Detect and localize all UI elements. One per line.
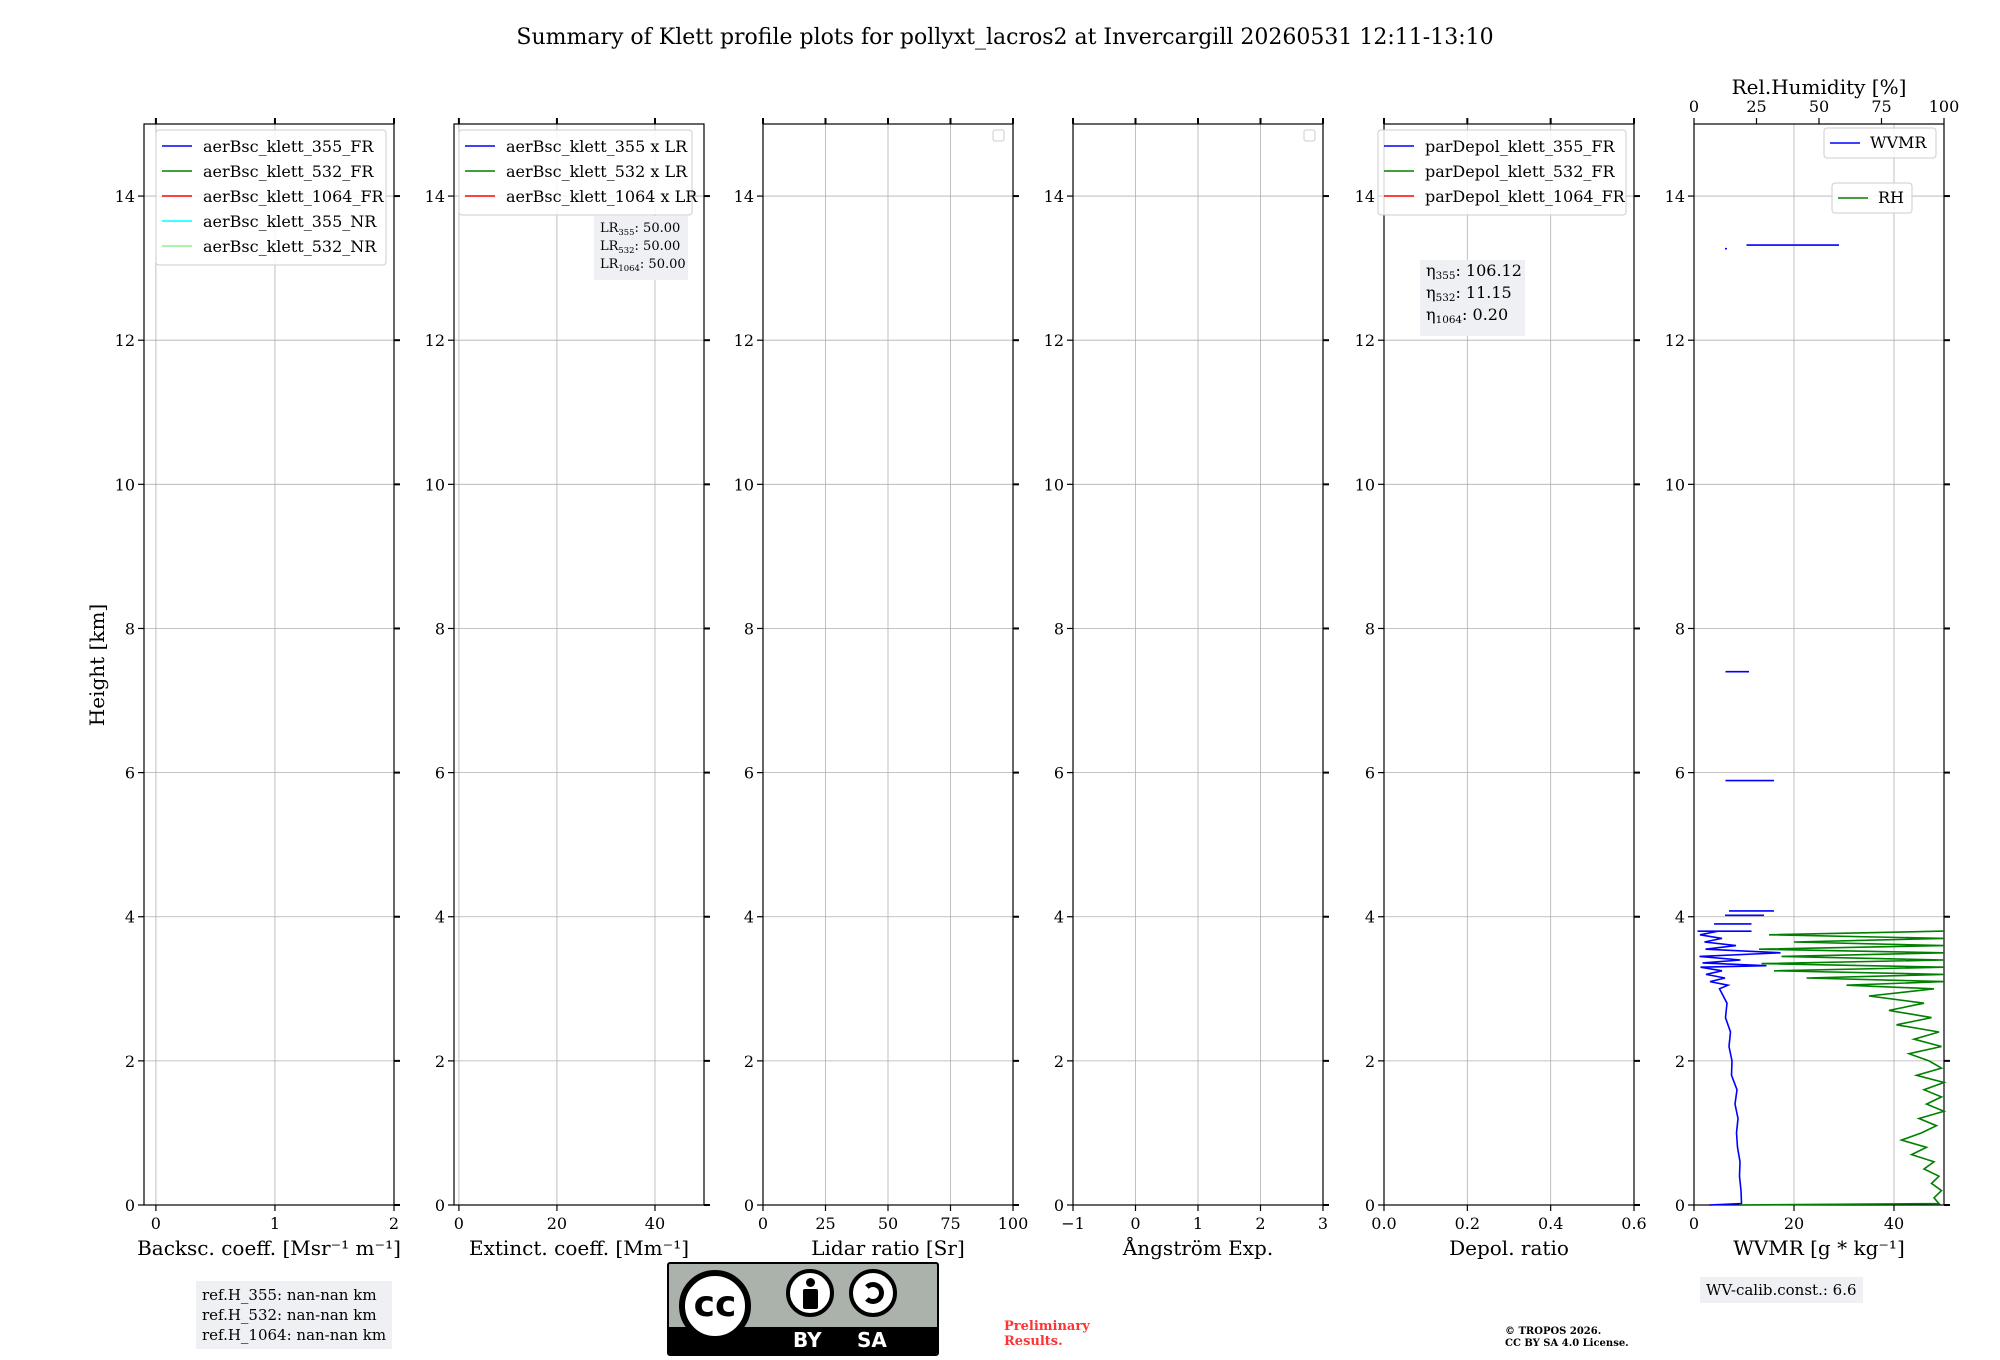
legend-label: aerBsc_klett_355_NR [203,212,377,231]
annotation-line: η532: 11.15 [1426,283,1512,304]
y-tick-label: 10 [1354,475,1375,495]
panel-6 [1665,75,1960,1260]
y-tick-label: 10 [1043,475,1064,495]
axes-frame [144,124,394,1205]
legend-label: aerBsc_klett_1064_FR [203,187,384,206]
legend-label: parDepol_klett_1064_FR [1425,187,1625,206]
top-x-tick-label: 50 [1808,97,1830,116]
x-axis-label: Ångström Exp. [1122,1236,1274,1260]
y-tick-label: 4 [1674,907,1685,927]
panel-2 [425,118,710,1260]
y-tick-label: 12 [1354,331,1375,351]
panel-4 [1044,118,1329,1260]
x-axis-label: Depol. ratio [1449,1236,1569,1260]
copyright-note [1505,1326,1629,1350]
preliminary-line-1: Preliminary [1004,1319,1090,1334]
x-tick-label: 0 [150,1214,161,1233]
x-axis-label: WVMR [g * kg⁻¹] [1733,1236,1905,1260]
annotation-line: η355: 106.12 [1426,261,1522,282]
panel-1 [115,118,401,1260]
y-axis-label: Height [km] [85,603,109,727]
x-tick-label: 3 [1317,1214,1329,1233]
cc-logo-icon [679,1270,751,1342]
legend-label: RH [1878,188,1904,207]
y-tick-label: 2 [743,1051,754,1071]
y-tick-label: 6 [1364,763,1375,783]
license-by-label: BY [793,1328,822,1352]
axes-frame [1694,124,1944,1205]
x-tick-label: −1 [1061,1214,1085,1233]
cc-license-badge [667,1262,939,1356]
legend-empty-box [993,130,1004,141]
ref-height-532: ref.H_532: nan-nan km [202,1306,377,1324]
y-tick-label: 8 [1364,619,1375,639]
y-tick-label: 14 [1043,187,1064,207]
y-tick-label: 6 [124,763,135,783]
panel-3 [734,118,1029,1260]
y-tick-label: 10 [1664,475,1685,495]
ref-height-box [196,1281,392,1349]
x-tick-label: 20 [546,1214,568,1233]
legend-label: aerBsc_klett_355 x LR [506,137,688,156]
y-tick-label: 0 [1053,1196,1064,1215]
y-tick-label: 6 [743,763,754,783]
y-tick-label: 0 [1364,1196,1375,1215]
panels [115,75,1960,1260]
legend-label: aerBsc_klett_532_FR [203,162,374,181]
y-tick-label: 2 [1053,1051,1064,1071]
y-tick-label: 14 [733,187,754,207]
y-tick-label: 8 [1674,619,1685,639]
x-tick-label: 75 [940,1214,961,1233]
top-x-tick-label: 0 [1688,97,1700,116]
y-tick-label: 14 [1354,187,1375,207]
preliminary-line-2: Results. [1004,1334,1063,1349]
cc-logo-text: cc [693,1284,737,1325]
y-tick-label: 10 [424,475,445,495]
x-axis-label: Extinct. coeff. [Mm⁻¹] [468,1236,690,1260]
x-tick-label: 0.2 [1454,1214,1481,1233]
attribution-person-icon [786,1269,834,1317]
annotation-line: $LR_{532}$: 50.00 [600,239,681,255]
legend-label: aerBsc_klett_532 x LR [506,162,688,181]
y-tick-label: 0 [1674,1196,1685,1215]
y-tick-label: 6 [1053,763,1064,783]
x-tick-label: 40 [644,1214,666,1233]
axes-frame [454,124,704,1205]
y-tick-label: 0 [434,1196,445,1215]
top-x-tick-label: 25 [1746,97,1767,116]
x-tick-label: 0 [1130,1214,1141,1233]
y-tick-label: 2 [1674,1051,1685,1071]
y-tick-label: 12 [1043,331,1064,351]
panel-5 [1355,118,1647,1260]
wv-calib-box [1700,1277,1863,1303]
y-tick-label: 2 [1364,1051,1375,1071]
annotation-line: η1064: 0.20 [1426,305,1509,326]
x-tick-label: 0 [1688,1214,1700,1233]
x-tick-label: 0.4 [1537,1214,1564,1233]
x-tick-label: 20 [1783,1214,1805,1233]
preliminary-note [1004,1319,1090,1349]
x-axis-label: Backsc. coeff. [Msr⁻¹ m⁻¹] [137,1236,401,1260]
x-tick-label: 0 [757,1214,769,1233]
annotation-line: $LR_{355}$: 50.00 [600,221,681,237]
top-x-tick-label: 75 [1871,97,1892,116]
y-tick-label: 2 [124,1051,135,1071]
x-tick-label: 0.6 [1621,1214,1647,1233]
x-tick-label: 0.0 [1371,1214,1397,1233]
x-tick-label: 2 [1255,1214,1266,1233]
ref-height-1064: ref.H_1064: nan-nan km [202,1326,387,1344]
y-tick-label: 14 [1664,187,1685,207]
legend-label: aerBsc_klett_355_FR [203,137,374,156]
x-tick-label: 0 [453,1214,464,1233]
x-tick-label: 1 [269,1214,281,1233]
y-tick-label: 4 [124,907,135,927]
wv-calib-text: WV-calib.const.: 6.6 [1706,1281,1857,1299]
x-axis-label: Lidar ratio [Sr] [811,1236,965,1260]
y-tick-label: 4 [743,907,754,927]
x-tick-label: 1 [1192,1214,1204,1233]
y-tick-label: 4 [1053,907,1064,927]
legend-label: aerBsc_klett_532_NR [203,237,377,256]
x-tick-label: 50 [877,1214,899,1233]
copyright-line-2: CC BY SA 4.0 License. [1505,1338,1629,1349]
x-tick-label: 40 [1883,1214,1905,1233]
y-tick-label: 14 [114,187,135,207]
legend-label: parDepol_klett_355_FR [1425,137,1615,156]
license-sa-label: SA [857,1328,887,1352]
y-tick-label: 14 [424,187,445,207]
ref-height-355: ref.H_355: nan-nan km [202,1286,377,1304]
annotation-line: $LR_{1064}$: 50.00 [600,257,686,273]
series-line-wvmr [1700,931,1781,1205]
x-tick-label: 100 [997,1214,1029,1233]
y-tick-label: 6 [1674,763,1685,783]
legend-label: aerBsc_klett_1064 x LR [506,187,698,206]
legend-label: parDepol_klett_532_FR [1425,162,1615,181]
legend-label: WVMR [1870,133,1927,152]
y-tick-label: 8 [434,619,445,639]
x-tick-label: 2 [388,1214,400,1233]
legend-empty-box [1304,130,1315,141]
y-tick-label: 12 [424,331,445,351]
y-tick-label: 0 [124,1196,135,1215]
top-x-axis-label: Rel.Humidity [%] [1731,75,1907,99]
y-tick-label: 4 [1364,907,1375,927]
y-tick-label: 2 [434,1051,445,1071]
y-tick-label: 8 [1053,619,1064,639]
share-alike-icon [849,1269,897,1317]
figure-title: Summary of Klett profile plots for pollyxt_lacros2 at Invercargill 20260531 12:11-13:10 [516,25,1494,50]
copyright-line-1: © TROPOS 2026. [1505,1326,1602,1337]
y-tick-label: 6 [434,763,445,783]
y-tick-label: 12 [733,331,754,351]
y-tick-label: 12 [114,331,135,351]
series-line-rh [1739,931,1944,1205]
y-tick-label: 8 [124,619,135,639]
top-x-tick-label: 100 [1928,97,1960,116]
y-tick-label: 10 [733,475,754,495]
y-tick-label: 0 [743,1196,754,1215]
y-tick-label: 10 [114,475,135,495]
y-tick-label: 4 [434,907,445,927]
x-tick-label: 25 [815,1214,836,1233]
y-tick-label: 12 [1664,331,1685,351]
y-tick-label: 8 [743,619,754,639]
